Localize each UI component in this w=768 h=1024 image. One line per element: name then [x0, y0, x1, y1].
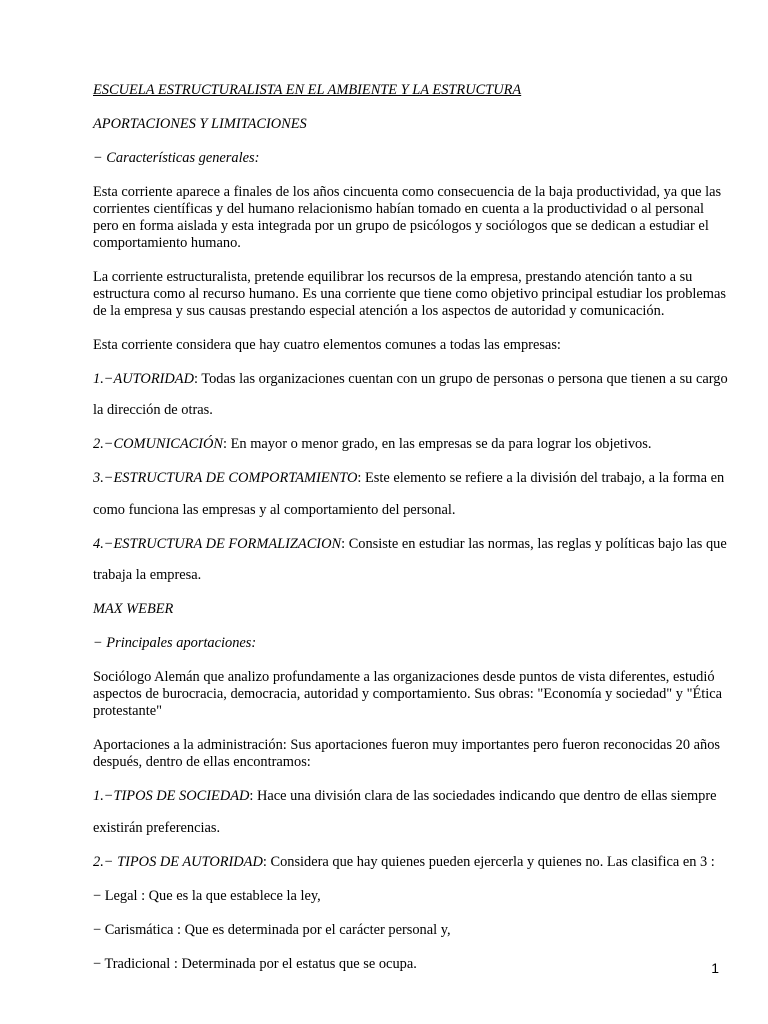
document-title: ESCUELA ESTRUCTURALISTA EN EL AMBIENTE Y LA ESTRUCTURA [93, 82, 522, 98]
element-text: trabaja la empresa. [93, 567, 202, 584]
paragraph [93, 737, 733, 771]
subsection-heading: − Principales aportaciones: [93, 635, 257, 652]
section-heading: MAX WEBER [93, 601, 174, 618]
paragraph [93, 269, 733, 320]
element-text: : Consiste en estudiar las normas, las reglas y políticas bajo las que [341, 535, 727, 552]
paragraph-line: aspectos de burocracia, democracia, autoridad y comportamiento. Sus obras: "Economía y sociedad" y "Ética [93, 686, 723, 703]
section-heading: APORTACIONES Y LIMITACIONES [93, 116, 307, 132]
paragraph-line: protestante" [93, 703, 163, 720]
element-heading: 2.−COMUNICACIÓN [93, 436, 224, 453]
page-number: 1 [711, 960, 719, 976]
element-text: : Todas las organizaciones cuentan con un grupo de personas o persona que tienen a su cargo [193, 371, 728, 387]
paragraph-line: Sociólogo Alemán que analizo profundamente a las organizaciones desde puntos de vista diferentes, estudió [93, 669, 715, 686]
element-item [93, 470, 733, 518]
paragraph [93, 669, 733, 720]
contribution-text: existirán preferencias. [93, 819, 221, 836]
contribution-item [93, 788, 733, 836]
authority-type-item: − Legal : Que es la que establece la ley, [93, 887, 321, 904]
paragraph-line: después, dentro de ellas encontramos: [93, 754, 311, 771]
paragraph-line: de la empresa y sus causas prestando especial atención a los aspectos de autoridad y comunicación. [93, 303, 665, 319]
element-item [93, 436, 733, 453]
paragraph-line: Aportaciones a la administración: Sus aportaciones fueron muy importantes pero fueron reconocidas 20 años [93, 737, 721, 754]
paragraph-line: La corriente estructuralista, pretende equilibrar los recursos de la empresa, prestando atención tanto a su [93, 269, 693, 285]
paragraph-line: comportamiento humano. [93, 235, 241, 251]
paragraph-line: pero en forma aislada y esta integrada por un grupo de psicólogos y sociólogos que se dedican a estudiar el [93, 218, 709, 234]
contribution-item [93, 854, 733, 871]
element-text: como funciona las empresas y al comportamiento del personal. [93, 501, 456, 518]
element-item [93, 536, 733, 584]
element-heading: 1.−AUTORIDAD [93, 371, 194, 387]
element-heading: 4.−ESTRUCTURA DE FORMALIZACION [93, 535, 342, 552]
element-heading: 3.−ESTRUCTURA DE COMPORTAMIENTO [93, 470, 358, 487]
element-text: la dirección de otras. [93, 402, 213, 419]
authority-type-item: − Carismática : Que es determinada por el carácter personal y, [93, 921, 451, 938]
paragraph-line: corrientes científicas y del humano relacionismo habían tomado en cuenta a la productividad o al personal [93, 201, 704, 217]
paragraph-line: estructura como al recurso humano. Es una corriente que tiene como objetivo principal estudiar los problemas [93, 286, 726, 302]
paragraph-line: Esta corriente considera que hay cuatro elementos comunes a todas las empresas: [93, 337, 561, 353]
element-text: : Este elemento se refiere a la división del trabajo, a la forma en [357, 470, 725, 487]
paragraph [93, 184, 733, 252]
contribution-text: : Hace una división clara de las sociedades indicando que dentro de ellas siempre [249, 788, 717, 805]
element-text: : En mayor o menor grado, en las empresas se da para lograr los objetivos. [223, 436, 652, 453]
paragraph [93, 337, 733, 354]
document-body [93, 82, 733, 990]
contribution-heading: 2.− TIPOS DE AUTORIDAD [93, 853, 263, 870]
contribution-text: : Considera que hay quienes pueden ejercerla y quienes no. Las clasifica en 3 : [262, 853, 715, 870]
paragraph-line: Esta corriente aparece a finales de los años cincuenta como consecuencia de la baja productividad, ya que las [93, 184, 722, 200]
element-item [93, 371, 733, 419]
contribution-heading: 1.−TIPOS DE SOCIEDAD [93, 788, 250, 805]
authority-type-item: − Tradicional : Determinada por el estatus que se ocupa. [93, 955, 417, 972]
subsection-heading: − Características generales: [93, 150, 260, 166]
